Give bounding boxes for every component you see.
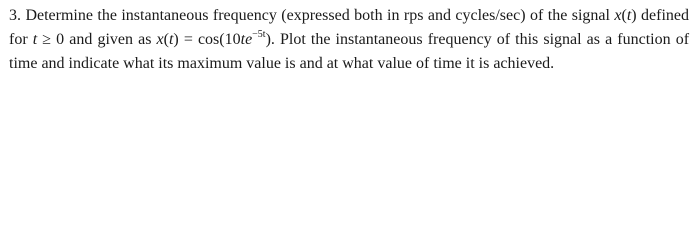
time-condition: t ≥ 0 [32,31,65,48]
equation-exponent: −5t [252,28,266,40]
problem-text-intro: Determine the instantaneous frequency (expressed both in rps and cycles/sec) of the signal [25,7,610,24]
problem-text-plot: . Plot the instantaneous frequency of this signal as a function of time and indicate what its maximum value is and at what value of time it is achieved. [9,31,690,72]
problem-text-given: and given as [69,31,152,48]
problem-statement [9,4,689,76]
problem-text-defined: defined for [9,7,690,48]
signal-symbol: x(t) [614,7,637,24]
signal-equation: $x(t) = \cos(10te^{-5t})$ [156,28,271,48]
problem-number: 3. [9,7,21,24]
